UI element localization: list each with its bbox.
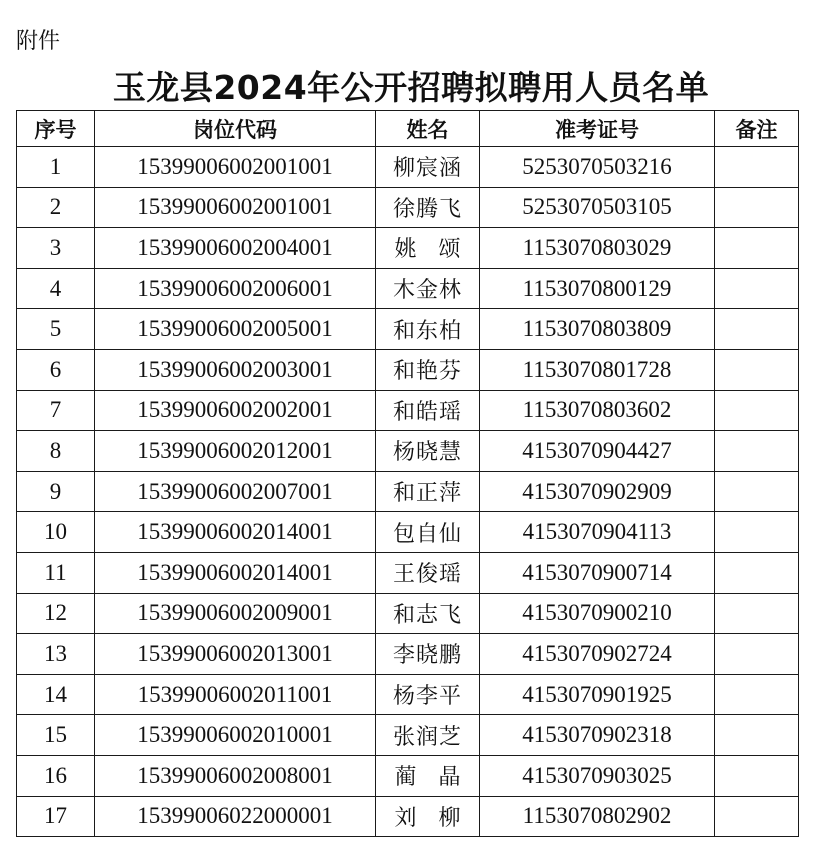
table-row [17,390,799,431]
cell-name: 和正萍 [376,471,480,512]
cell-position-code: 15399006002002001 [95,390,376,431]
cell-name: 李晓鹏 [376,634,480,675]
cell-name: 包自仙 [376,512,480,553]
cell-remarks [715,796,799,837]
table-row [17,796,799,837]
table-row [17,634,799,675]
cell-serial-number: 16 [17,755,95,796]
cell-remarks [715,349,799,390]
table-row [17,147,799,188]
cell-exam-id: 1153070803809 [480,309,715,350]
cell-position-code: 15399006002012001 [95,431,376,472]
header-position-code: 岗位代码 [95,111,376,147]
cell-serial-number: 2 [17,187,95,228]
cell-serial-number: 12 [17,593,95,634]
cell-exam-id: 1153070800129 [480,268,715,309]
cell-remarks [715,552,799,593]
cell-position-code: 15399006002011001 [95,674,376,715]
cell-remarks [715,512,799,553]
cell-exam-id: 4153070903025 [480,755,715,796]
cell-remarks [715,309,799,350]
table-row [17,674,799,715]
table-row [17,552,799,593]
cell-remarks [715,228,799,269]
cell-name: 杨李平 [376,674,480,715]
cell-remarks [715,593,799,634]
cell-exam-id: 4153070900210 [480,593,715,634]
cell-exam-id: 4153070900714 [480,552,715,593]
cell-serial-number: 10 [17,512,95,553]
cell-name: 和志飞 [376,593,480,634]
cell-serial-number: 8 [17,431,95,472]
cell-position-code: 15399006002005001 [95,309,376,350]
cell-position-code: 15399006002001001 [95,187,376,228]
table-row [17,268,799,309]
cell-name: 王俊瑶 [376,552,480,593]
table-row [17,512,799,553]
cell-position-code: 15399006002003001 [95,349,376,390]
attachment-label: 附件 [16,29,61,54]
cell-exam-id: 1153070803029 [480,228,715,269]
cell-position-code: 15399006002010001 [95,715,376,756]
table-header-row [17,111,799,147]
cell-position-code: 15399006002004001 [95,228,376,269]
cell-remarks [715,674,799,715]
cell-exam-id: 5253070503105 [480,187,715,228]
table-row [17,593,799,634]
cell-name: 刘 柳 [376,796,480,837]
cell-name: 木金林 [376,268,480,309]
cell-remarks [715,390,799,431]
header-remarks: 备注 [715,111,799,147]
cell-position-code: 15399006002007001 [95,471,376,512]
cell-serial-number: 17 [17,796,95,837]
table-row [17,187,799,228]
cell-name: 和艳芬 [376,349,480,390]
cell-remarks [715,147,799,188]
cell-exam-id: 4153070902909 [480,471,715,512]
cell-serial-number: 14 [17,674,95,715]
cell-serial-number: 11 [17,552,95,593]
cell-serial-number: 15 [17,715,95,756]
cell-name: 柳宸涵 [376,147,480,188]
cell-position-code: 15399006002008001 [95,755,376,796]
cell-name: 张润芝 [376,715,480,756]
cell-exam-id: 4153070904427 [480,431,715,472]
cell-serial-number: 1 [17,147,95,188]
cell-serial-number: 4 [17,268,95,309]
cell-serial-number: 13 [17,634,95,675]
table-row [17,755,799,796]
cell-remarks [715,715,799,756]
cell-name: 杨晓慧 [376,431,480,472]
cell-serial-number: 9 [17,471,95,512]
cell-name: 徐腾飞 [376,187,480,228]
cell-serial-number: 7 [17,390,95,431]
table-row [17,228,799,269]
header-serial-number: 序号 [17,111,95,147]
cell-remarks [715,755,799,796]
cell-remarks [715,268,799,309]
cell-remarks [715,634,799,675]
cell-position-code: 15399006002014001 [95,512,376,553]
cell-position-code: 15399006002006001 [95,268,376,309]
cell-serial-number: 5 [17,309,95,350]
cell-remarks [715,471,799,512]
header-name: 姓名 [376,111,480,147]
cell-exam-id: 4153070901925 [480,674,715,715]
table-row [17,309,799,350]
hiring-roster-table [16,110,799,837]
document-title: 玉龙县2024年公开招聘拟聘用人员名单 [112,68,710,107]
table-row [17,471,799,512]
cell-exam-id: 1153070802902 [480,796,715,837]
cell-exam-id: 4153070902318 [480,715,715,756]
cell-exam-id: 1153070803602 [480,390,715,431]
table-row [17,431,799,472]
cell-name: 姚 颂 [376,228,480,269]
header-exam-id: 准考证号 [480,111,715,147]
cell-exam-id: 4153070904113 [480,512,715,553]
cell-exam-id: 4153070902724 [480,634,715,675]
cell-position-code: 15399006022000001 [95,796,376,837]
cell-remarks [715,431,799,472]
table-body [17,147,799,837]
cell-position-code: 15399006002014001 [95,552,376,593]
cell-serial-number: 3 [17,228,95,269]
cell-name: 蔺 晶 [376,755,480,796]
cell-exam-id: 1153070801728 [480,349,715,390]
table-row [17,715,799,756]
cell-remarks [715,187,799,228]
cell-position-code: 15399006002013001 [95,634,376,675]
cell-position-code: 15399006002009001 [95,593,376,634]
cell-name: 和皓瑶 [376,390,480,431]
cell-name: 和东柏 [376,309,480,350]
cell-position-code: 15399006002001001 [95,147,376,188]
table-row [17,349,799,390]
cell-serial-number: 6 [17,349,95,390]
cell-exam-id: 5253070503216 [480,147,715,188]
